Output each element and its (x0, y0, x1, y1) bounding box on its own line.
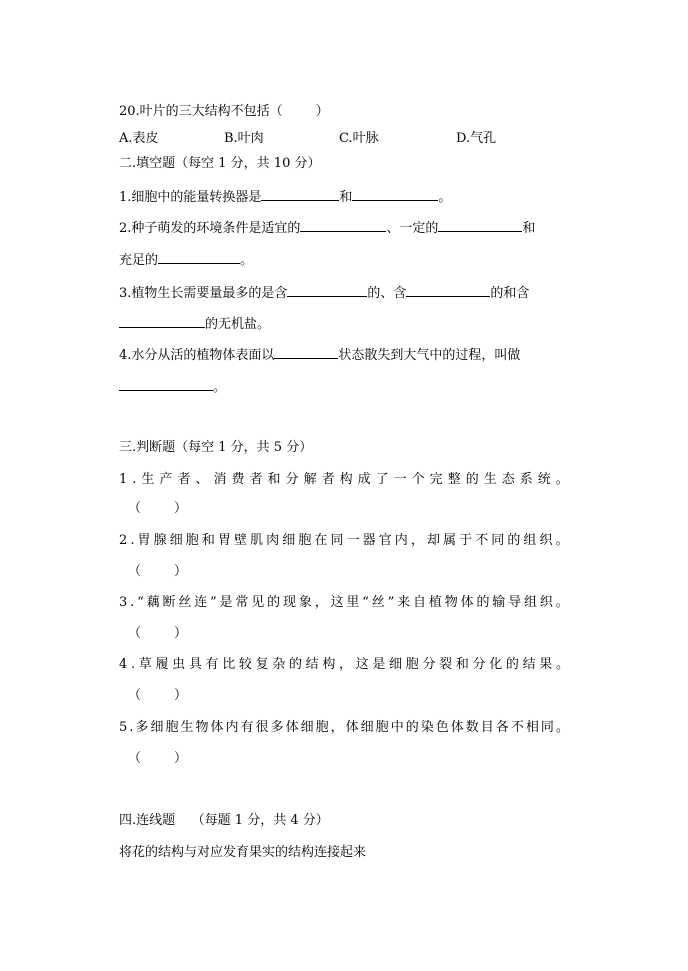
fill-question-4-line1: 4.水分从活的植物体表面以 状态散失到大气中的过程，叫做 (119, 348, 521, 363)
judge-item-3: 3 . “ 藕 断 丝 连 ” 是 常 见 的 现 象 ， 这 里 “ 丝 ” 来 自 植 物 体 的 输 导 组 织 。 (119, 595, 569, 610)
judge-answer-paren-5[interactable]: （ ） (128, 751, 188, 766)
q20-option-a: A.表皮 (119, 131, 159, 146)
fill-question-3-line1: 3.植物生长需要量最多的是含 的、含 的和含 (119, 286, 530, 301)
answer-blank[interactable] (300, 219, 386, 232)
section2-title: 二.填空题（每空 1 分，共 10 分） (119, 156, 321, 171)
fill-question-1: 1.细胞中的能量转换器是 和 。 (119, 190, 452, 205)
section4-instruction: 将花的结构与对应发育果实的结构连接起来 (119, 845, 367, 860)
answer-blank[interactable] (287, 284, 367, 297)
judge-answer-paren-1[interactable]: （ ） (128, 501, 188, 516)
answer-blank[interactable] (352, 188, 438, 201)
judge-item-4: 4 . 草 履 虫 具 有 比 较 复 杂 的 结 构 ， 这 是 细 胞 分 裂 和 分 化 的 结 果 。 (119, 657, 569, 672)
judge-item-5: 5 . 多 细 胞 生 物 体 内 有 很 多 体 细 胞 ， 体 细 胞 中 的 染 色 体 数 目 各 不 相 同 。 (119, 720, 569, 735)
judge-answer-paren-4[interactable]: （ ） (128, 688, 188, 703)
section3-title: 三.判断题（每空 1 分，共 5 分） (119, 440, 313, 455)
q20-stem: 20.叶片的三大结构不包括（ ） (119, 104, 329, 119)
judge-item-2: 2 . 胃 腺 细 胞 和 胃 壁 肌 肉 细 胞 在 同 一 器 官 内 ， 却 属 于 不 同 的 组 织 。 (119, 533, 569, 548)
judge-answer-paren-3[interactable]: （ ） (128, 626, 188, 641)
fill-question-2-line1: 2.种子萌发的环境条件是适宜的 、一定的 和 (119, 221, 536, 236)
answer-blank[interactable] (261, 188, 339, 201)
judge-item-1: 1 . 生 产 者 、 消 费 者 和 分 解 者 构 成 了 一 个 完 整 的 生 态 系 统 。 (119, 472, 569, 487)
answer-blank[interactable] (406, 284, 490, 297)
answer-blank[interactable] (119, 315, 205, 328)
fill-question-3-line2: 的无机盐。 (119, 315, 270, 333)
q20-option-c: C.叶脉 (339, 131, 379, 146)
answer-blank[interactable] (158, 251, 240, 264)
answer-blank[interactable] (438, 219, 522, 232)
fill-question-2-line2: 充足的 。 (119, 253, 254, 268)
answer-blank[interactable] (119, 378, 213, 391)
section4-title: 四.连线题 （每题 1 分，共 4 分） (119, 813, 329, 828)
q20-option-b: B.叶肉 (224, 131, 264, 146)
fill-question-4-line2: 。 (119, 378, 226, 396)
q20-option-d: D.气孔 (456, 131, 497, 146)
answer-blank[interactable] (274, 346, 338, 359)
judge-answer-paren-2[interactable]: （ ） (128, 564, 188, 579)
